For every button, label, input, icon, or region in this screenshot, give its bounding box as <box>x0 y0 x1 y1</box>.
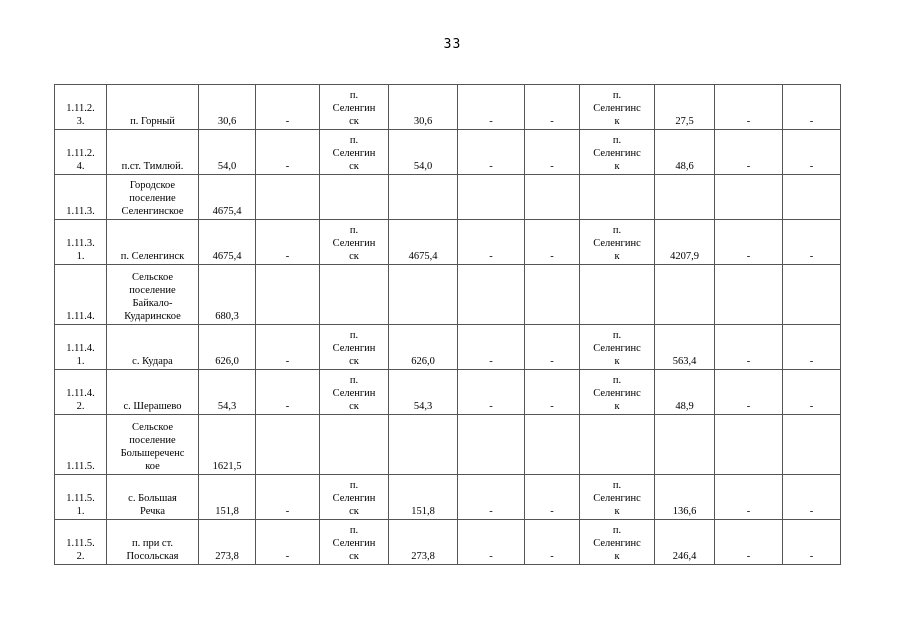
dash-cell <box>525 415 580 475</box>
table-row <box>55 265 841 325</box>
dash-cell: - <box>458 130 525 175</box>
value-cell: 626,0 <box>199 325 256 370</box>
source-cell: п. Селенгинс к <box>580 520 655 565</box>
source-cell <box>580 175 655 220</box>
dash-cell: - <box>256 475 320 520</box>
value-cell: 136,6 <box>655 475 715 520</box>
value-cell: 54,0 <box>199 130 256 175</box>
source-cell: п. Селенгинс к <box>580 370 655 415</box>
data-table <box>54 84 841 565</box>
dash-cell: - <box>525 85 580 130</box>
dash-cell: - <box>458 475 525 520</box>
source-cell: п. Селенгинс к <box>580 325 655 370</box>
table-row <box>55 415 841 475</box>
value-cell: 54,3 <box>389 370 458 415</box>
settlement-name: с. Шерашево <box>107 370 199 415</box>
source-cell: п. Селенгин ск <box>320 85 389 130</box>
settlement-name: Сельское поселение Байкало- Кударинское <box>107 265 199 325</box>
source-cell <box>320 415 389 475</box>
value-cell: 1621,5 <box>199 415 256 475</box>
row-code: 1.11.5. <box>55 415 107 475</box>
table-body <box>55 85 841 565</box>
dash-cell: - <box>256 370 320 415</box>
dash-cell: - <box>256 85 320 130</box>
table-row <box>55 370 841 415</box>
settlement-name: п.ст. Тимлюй. <box>107 130 199 175</box>
dash-cell <box>256 175 320 220</box>
table-row <box>55 325 841 370</box>
value-cell: 151,8 <box>389 475 458 520</box>
value-cell <box>389 175 458 220</box>
dash-cell: - <box>256 520 320 565</box>
value-cell: 273,8 <box>199 520 256 565</box>
dash-cell: - <box>458 520 525 565</box>
source-cell <box>320 175 389 220</box>
source-cell: п. Селенгинс к <box>580 85 655 130</box>
dash-cell <box>783 265 841 325</box>
dash-cell <box>458 175 525 220</box>
value-cell: 273,8 <box>389 520 458 565</box>
dash-cell: - <box>715 130 783 175</box>
source-cell: п. Селенгин ск <box>320 370 389 415</box>
value-cell: 54,0 <box>389 130 458 175</box>
table-row <box>55 130 841 175</box>
source-cell: п. Селенгин ск <box>320 130 389 175</box>
value-cell: 48,6 <box>655 130 715 175</box>
dash-cell: - <box>783 85 841 130</box>
dash-cell: - <box>458 370 525 415</box>
row-code: 1.11.4. 1. <box>55 325 107 370</box>
value-cell: 151,8 <box>199 475 256 520</box>
dash-cell <box>715 265 783 325</box>
value-cell: 246,4 <box>655 520 715 565</box>
table-row <box>55 175 841 220</box>
dash-cell: - <box>256 325 320 370</box>
settlement-name: п. при ст. Посольская <box>107 520 199 565</box>
value-cell: 4207,9 <box>655 220 715 265</box>
value-cell <box>655 415 715 475</box>
value-cell: 626,0 <box>389 325 458 370</box>
dash-cell: - <box>458 220 525 265</box>
settlement-name: п. Селенгинск <box>107 220 199 265</box>
dash-cell: - <box>783 370 841 415</box>
dash-cell <box>256 415 320 475</box>
dash-cell <box>458 415 525 475</box>
value-cell: 4675,4 <box>389 220 458 265</box>
source-cell: п. Селенгинс к <box>580 220 655 265</box>
source-cell <box>320 265 389 325</box>
dash-cell: - <box>783 130 841 175</box>
dash-cell: - <box>525 130 580 175</box>
dash-cell: - <box>715 520 783 565</box>
dash-cell: - <box>458 85 525 130</box>
row-code: 1.11.2. 3. <box>55 85 107 130</box>
value-cell: 30,6 <box>199 85 256 130</box>
settlement-name: с. Кудара <box>107 325 199 370</box>
source-cell: п. Селенгинс к <box>580 475 655 520</box>
source-cell: п. Селенгин ск <box>320 220 389 265</box>
dash-cell: - <box>525 475 580 520</box>
value-cell: 563,4 <box>655 325 715 370</box>
dash-cell: - <box>783 220 841 265</box>
row-code: 1.11.2. 4. <box>55 130 107 175</box>
table-row <box>55 475 841 520</box>
value-cell: 54,3 <box>199 370 256 415</box>
value-cell: 27,5 <box>655 85 715 130</box>
row-code: 1.11.4. 2. <box>55 370 107 415</box>
settlement-name: п. Горный <box>107 85 199 130</box>
dash-cell: - <box>783 325 841 370</box>
settlement-name: Городское поселение Селенгинское <box>107 175 199 220</box>
dash-cell <box>525 265 580 325</box>
source-cell: п. Селенгинс к <box>580 130 655 175</box>
value-cell: 48,9 <box>655 370 715 415</box>
dash-cell: - <box>783 520 841 565</box>
dash-cell: - <box>715 325 783 370</box>
dash-cell <box>715 415 783 475</box>
value-cell <box>389 415 458 475</box>
value-cell: 680,3 <box>199 265 256 325</box>
dash-cell: - <box>715 370 783 415</box>
row-code: 1.11.4. <box>55 265 107 325</box>
dash-cell: - <box>525 520 580 565</box>
dash-cell: - <box>525 325 580 370</box>
value-cell: 4675,4 <box>199 220 256 265</box>
dash-cell: - <box>458 325 525 370</box>
value-cell <box>655 265 715 325</box>
row-code: 1.11.5. 2. <box>55 520 107 565</box>
value-cell: 4675,4 <box>199 175 256 220</box>
dash-cell <box>715 175 783 220</box>
dash-cell <box>783 415 841 475</box>
dash-cell: - <box>715 85 783 130</box>
dash-cell <box>256 265 320 325</box>
dash-cell: - <box>715 220 783 265</box>
page-number: 33 <box>443 37 462 52</box>
dash-cell: - <box>256 220 320 265</box>
source-cell: п. Селенгин ск <box>320 520 389 565</box>
value-cell <box>655 175 715 220</box>
source-cell <box>580 265 655 325</box>
dash-cell: - <box>525 370 580 415</box>
source-cell <box>580 415 655 475</box>
dash-cell <box>783 175 841 220</box>
row-code: 1.11.3. 1. <box>55 220 107 265</box>
value-cell: 30,6 <box>389 85 458 130</box>
dash-cell: - <box>256 130 320 175</box>
value-cell <box>389 265 458 325</box>
source-cell: п. Селенгин ск <box>320 325 389 370</box>
settlement-name: с. Большая Речка <box>107 475 199 520</box>
table-row <box>55 220 841 265</box>
dash-cell <box>525 175 580 220</box>
dash-cell: - <box>525 220 580 265</box>
row-code: 1.11.5. 1. <box>55 475 107 520</box>
row-code: 1.11.3. <box>55 175 107 220</box>
source-cell: п. Селенгин ск <box>320 475 389 520</box>
dash-cell: - <box>783 475 841 520</box>
table-row <box>55 520 841 565</box>
dash-cell <box>458 265 525 325</box>
dash-cell: - <box>715 475 783 520</box>
settlement-name: Сельское поселение Большереченс кое <box>107 415 199 475</box>
table-row <box>55 85 841 130</box>
